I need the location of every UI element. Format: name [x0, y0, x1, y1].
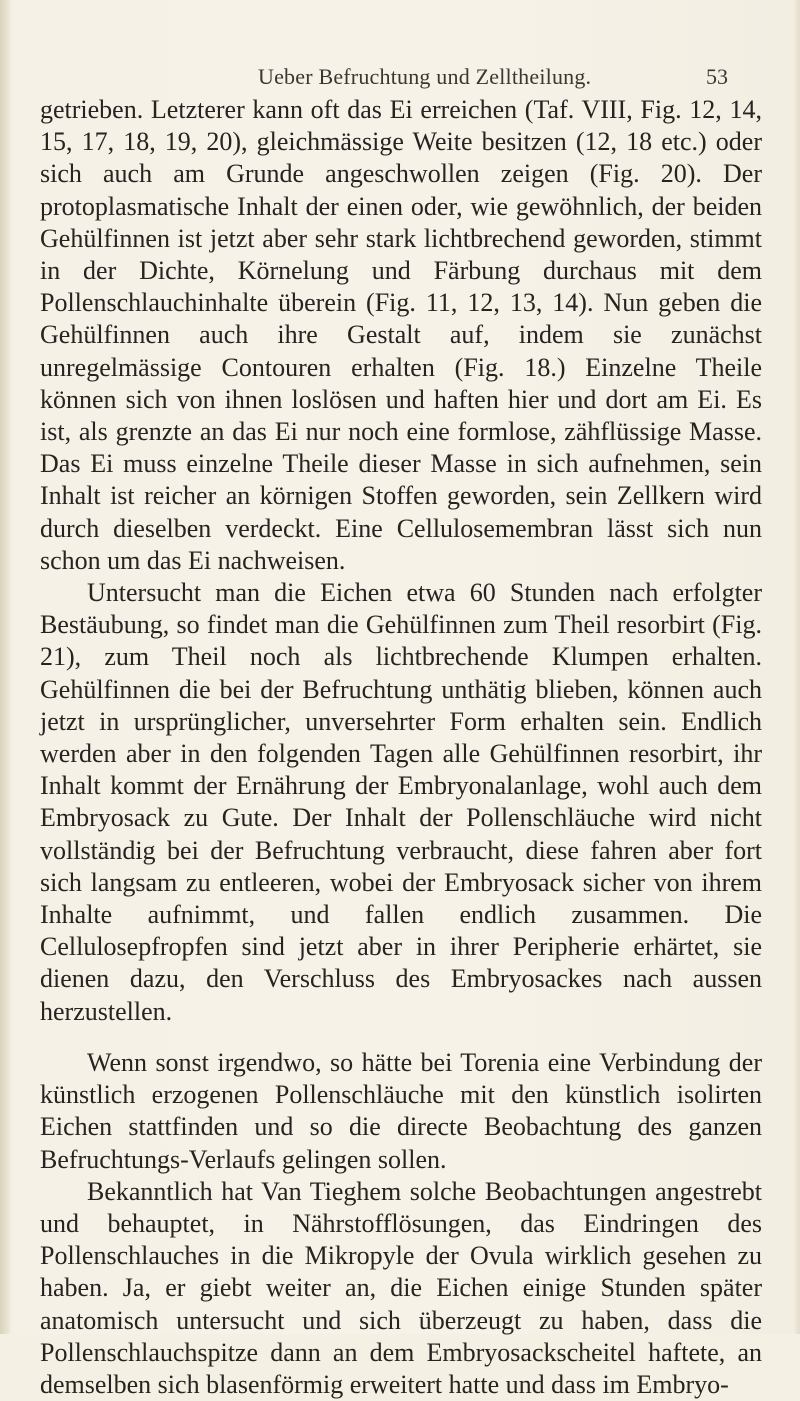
paragraph-1: getrieben. Letzterer kann oft das Ei erreichen (Taf. VIII, Fig. 12, 14, 15, 17, 18, 19, 20), gleichmässige Weite besitzen (12, 18 etc.) oder sich auch am Grunde angeschwollen zeigen (Fig. 20). Der protoplasmatische Inhalt der einen oder, wie gewöhnlich, der beiden Gehülfinnen ist jetzt aber sehr stark lichtbrechend geworden, stimmt in der Dichte, Körnelung und Färbung durchaus mit dem Pollenschlauchinhalte überein (Fig. 11, 12, 13, 14). Nun geben die Gehülfinnen auch ihre Gestalt auf, indem sie zunächst unregelmässige Contouren erhalten (Fig. 18.) Einzelne Theile können sich von ihnen loslösen und haften hier und dort am Ei. Es ist, als grenzte an das Ei nur noch eine formlose, zähflüssige Masse. Das Ei muss einzelne Theile dieser Masse in sich aufnehmen, sein Inhalt ist reicher an körnigen Stoffen geworden, sein Zellkern wird durch dieselben verdeckt. Eine Cellulosemembran lässt sich nun schon um das Ei nachweisen.	[40, 95, 762, 575]
paragraph-4: Bekanntlich hat Van Tieghem solche Beobachtungen angestrebt und behauptet, in Nährstofflösungen, das Eindringen des Pollenschlauches in die Mikropyle der Ovula wirklich gesehen zu haben. Ja, er giebt weiter an, die Eichen einige Stunden später anatomisch untersucht und sich überzeugt zu haben, dass die Pollenschlauchspitze dann an dem Embryosackscheitel haftete, an demselben sich blasenförmig erweitert hatte und dass im Embryo-	[40, 1176, 762, 1399]
running-title: Ueber Befruchtung und Zelltheilung.	[258, 64, 592, 89]
body-text	[40, 94, 762, 1401]
paragraph-2: Untersucht man die Eichen etwa 60 Stunden nach erfolgter Bestäubung, so findet man die Gehülfinnen zum Theil resorbirt (Fig. 21), zum Theil noch als lichtbrechende Klumpen erhalten. Gehülfinnen die bei der Befruchtung unthätig blieben, können auch jetzt in ursprünglicher, unversehrter Form erhalten sein. Endlich werden aber in den folgenden Tagen alle Gehülfinnen resorbirt, ihr Inhalt kommt der Ernährung der Embryonalanlage, wohl auch dem Embryosack zu Gute. Der Inhalt der Pollenschläuche wird nicht vollständig bei der Befruchtung verbraucht, diese fahren aber fort sich langsam zu entleeren, wobei der Embryosack sicher von ihrem Inhalte aufnimmt, und fallen endlich zusammen. Die Cellulosepfropfen sind jetzt aber in ihrer Peripherie erhärtet, sie dienen dazu, den Verschluss des Embryosackes nach aussen herzustellen.	[40, 578, 762, 1026]
page-number: 53	[706, 64, 728, 89]
running-head	[0, 64, 800, 94]
page-edge-shadow	[794, 0, 800, 1334]
page-gutter-shadow	[0, 0, 10, 1334]
paragraph-3: Wenn sonst irgendwo, so hätte bei Torenia eine Verbindung der künstlich erzogenen Pollenschläuche mit den künstlich isolirten Eichen stattfinden und so die directe Beobachtung des ganzen Befruchtungs-Verlaufs gelingen sollen.	[40, 1047, 762, 1174]
